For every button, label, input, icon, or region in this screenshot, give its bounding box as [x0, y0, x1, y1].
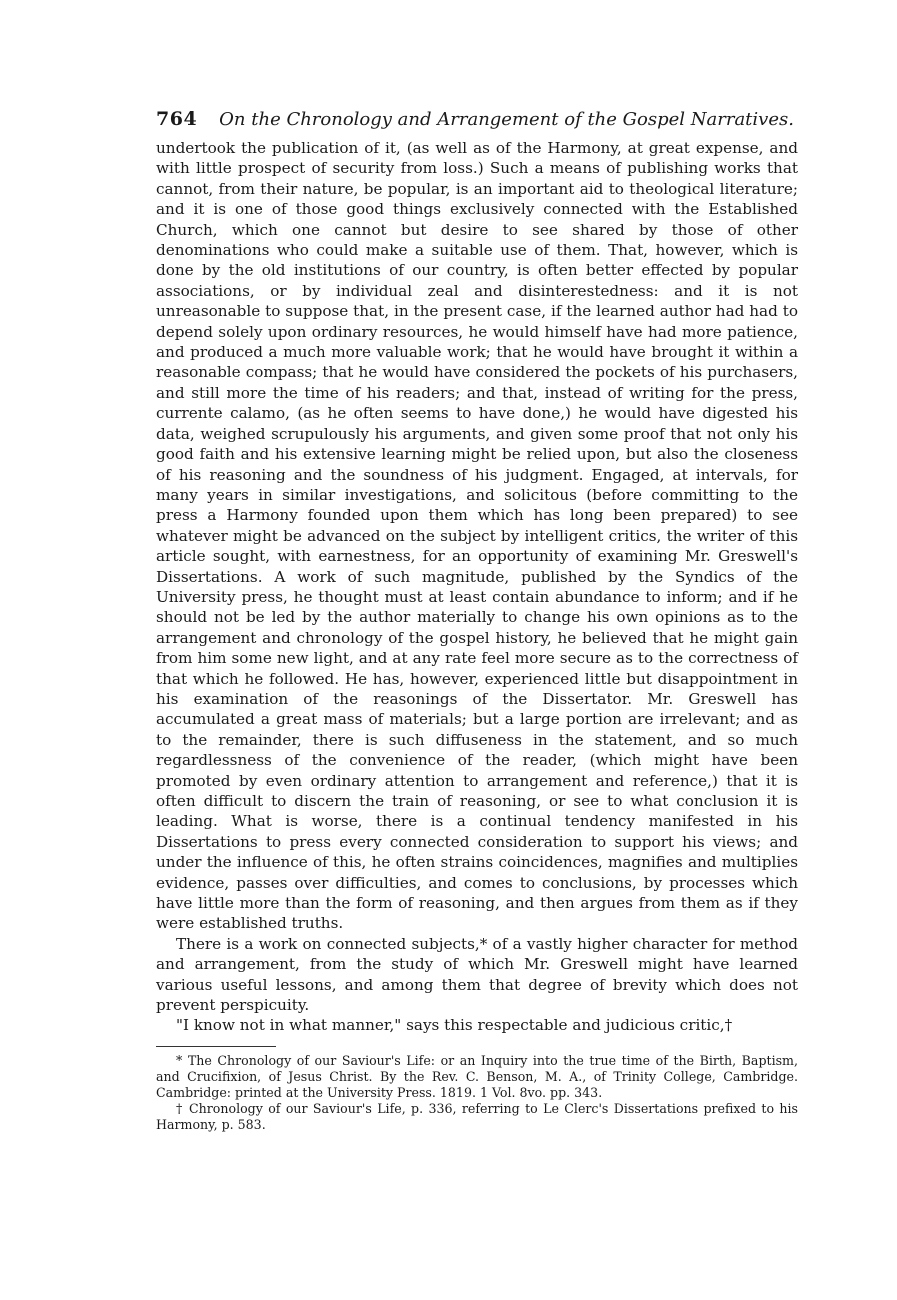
paragraph: undertook the publication of it, (as well as of the Harmony, at great expense, and with little prospect of security from loss.) Such a means of publishing works that cannot, from their nature, be popular, is an important aid to theological literature; and it is one of those good things exclusively connected with the Established Church, which one cannot but desire to see shared by those of other denominations who could make a suitable use of them. That, however, which is done by the old institutions of our country, is often better effected by popular associations, or by individual zeal and disinterestedness: and it is not unreasonable to suppose that, in the present case, if the learned author had had to depend solely upon ordinary resources, he would himself have had more patience, and produced a much more valuable work; that he would have brought it within a reasonable compass; that he would have considered the pockets of his purchasers, and still more the time of his readers; and that, instead of writing for the press, currente calamo, (as he often seems to have done,) he would have digested his data, weighed scrupulously his arguments, and given some proof that not only his good faith and his extensive learning might be relied upon, but also the closeness of his reasoning and the soundness of his judgment. Engaged, at intervals, for many years in similar investigations, and solicitous (before committing to the press a Harmony founded upon them which has long been prepared) to see whatever might be advanced on the subject by intelligent critics, the writer of this article sought, with earnestness, for an opportunity of examining Mr. Greswell's Dissertations. A work of such magnitude, published by the Syndics of the University press, he thought must at least contain abundance to inform; and if he should not be led by the author materially to change his own opinions as to the arrangement and chronology of the gospel history, he believed that he might gain from him some new light, and at any rate feel more secure as to the correctness of that which he followed. He has, however, experienced little but disappointment in his examination of the reasonings of the Dissertator. Mr. Greswell has accumulated a great mass of materials; but a large portion are irrelevant; and as to the remainder, there is such diffuseness in the statement, and so much regardlessness of the convenience of the reader, (which might have been promoted by even ordinary attention to arrangement and reference,) that it is often difficult to discern the train of reasoning, or see to what conclusion it is leading. What is worse, there is a continual tendency manifested in his Dissertations to press every connected consideration to support his views; and under the influence of this, he often strains coincidences, magnifies and multiplies evidence, passes over difficulties, and comes to conclusions, by processes which have little more than the form of reasoning, and then argues from them as if they were established truths.: [156, 139, 798, 933]
page-number: 764: [156, 108, 198, 130]
page-header: [156, 108, 798, 130]
paragraph: There is a work on connected subjects,* of a vastly higher character for method and arrangement, from the study of which Mr. Greswell might have learned various useful lessons, and among them that degree of brevity which does not prevent perspicuity.: [156, 934, 798, 1015]
footnotes: [156, 1053, 798, 1133]
running-title: On the Chronology and Arrangement of the Gospel Narratives.: [219, 109, 794, 130]
footnote: * The Chronology of our Saviour's Life: or an Inquiry into the true time of the Birth, Baptism, and Crucifixion, of Jesus Christ. By the Rev. C. Benson, M. A., of Trinity College, Cambridge. Cambridge: printed at the University Press. 1819. 1 Vol. 8vo. pp. 343.: [156, 1052, 798, 1100]
footnote-divider: [156, 1046, 276, 1047]
paragraph: "I know not in what manner," says this respectable and judicious critic,†: [176, 1016, 733, 1035]
body-text: [156, 138, 798, 1036]
document-page: [156, 108, 798, 1133]
footnote: † Chronology of our Saviour's Life, p. 336, referring to Le Clerc's Dissertations prefixed to his Harmony, p. 583.: [156, 1100, 798, 1132]
